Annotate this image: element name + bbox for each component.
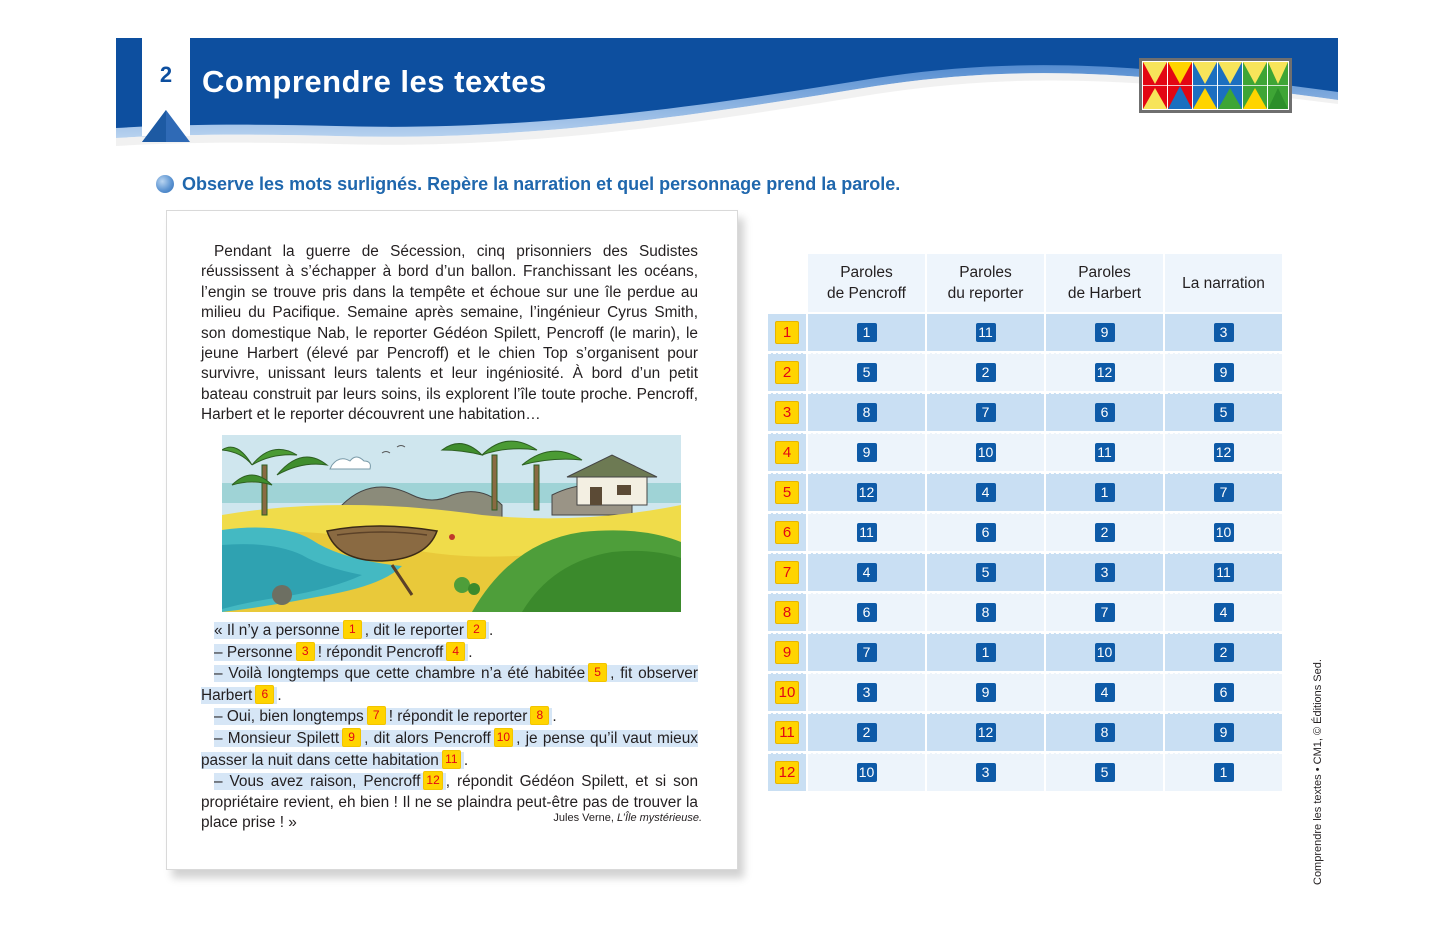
table-cell (1046, 513, 1163, 551)
row-number-tag: 10 (775, 681, 799, 704)
instruction-row (156, 172, 900, 196)
header-line: La narration (1182, 274, 1265, 292)
table-row (768, 553, 1282, 591)
cell-number-tag: 8 (1095, 723, 1115, 742)
table-row (768, 633, 1282, 671)
number-tag: 5 (588, 663, 607, 682)
table-cell (927, 353, 1044, 391)
header-line: de Pencroff (827, 285, 906, 302)
cell-number-tag: 7 (857, 643, 877, 662)
cell-number-tag: 2 (1095, 523, 1115, 542)
cell-number-tag: 1 (976, 643, 996, 662)
cell-number-tag: 9 (1214, 363, 1234, 382)
table-cell (927, 673, 1044, 711)
table-row (768, 314, 1282, 351)
table-cell (808, 593, 925, 631)
dialogue-segment: . (489, 622, 494, 639)
row-number-cell (768, 393, 806, 431)
dialogue-segment: « Il n’y a personne (214, 622, 340, 639)
table-cell (1046, 713, 1163, 751)
table-cell (1046, 753, 1163, 791)
cell-number-tag: 11 (1095, 443, 1115, 462)
number-tag: 12 (423, 771, 442, 790)
cell-number-tag: 2 (976, 363, 996, 382)
dialogue-line (201, 728, 698, 771)
cell-number-tag: 9 (1214, 723, 1234, 742)
cell-number-tag: 5 (1095, 763, 1115, 782)
table-cell (1046, 473, 1163, 511)
dialogue-segment: . (277, 686, 282, 704)
cell-number-tag: 7 (1095, 603, 1115, 622)
header-line: du reporter (947, 285, 1024, 302)
table-row (768, 393, 1282, 431)
table-cell (927, 513, 1044, 551)
cell-number-tag: 3 (976, 763, 996, 782)
page-title: Comprendre les textes (202, 64, 547, 99)
dialogue-segment: – Oui, bien longtemps (214, 708, 364, 726)
number-tag: 2 (467, 620, 486, 639)
attribution (420, 812, 702, 824)
dialogue-segment: ! répondit le reporter (388, 708, 528, 726)
dialogue-segment: , répondit Gédéon Spilett, et si son propriétaire revient, eh bien ! Il ne se plaindra peut-être pas de trouver la place prise ! » (201, 773, 699, 832)
answer-table (766, 252, 1284, 793)
cell-number-tag: 6 (1095, 403, 1115, 422)
intro-paragraph: Pendant la guerre de Sécession, cinq prisonniers des Sudistes réussissent à s’échapper à bord d’un ballon. Franchissant les océans, l’engin se trouve pris dans la tempête et échoue sur une île perdue au milieu du Pacifique. Semaine après semaine, l’ingénieur Cyrus Smith, son domestique Nab, le reporter Gédéon Spilett, Pencroff (le marin), le jeune Harbert (élevé par Pencroff) et le chien Top s’organisent pour survivre, unissant leurs talents et leur ingéniosité. À bord d’un petit bateau construit par leurs soins, ils explorent l’île toute proche. Pencroff, Harbert et le reporter découvrent une habitation… (201, 243, 698, 424)
table-row (768, 473, 1282, 511)
dialogue-line (201, 663, 698, 706)
row-number-tag: 3 (775, 401, 799, 424)
table-row (768, 433, 1282, 471)
table-cell (808, 753, 925, 791)
table-cell (927, 593, 1044, 631)
table-cell (1165, 753, 1282, 791)
row-number-cell (768, 593, 806, 631)
number-tag: 1 (343, 620, 362, 639)
dialogue-segment: . (463, 751, 469, 769)
header-line: Paroles (840, 264, 893, 281)
cell-number-tag: 6 (976, 523, 996, 542)
dialogue-line (201, 771, 698, 834)
row-number-tag: 5 (775, 481, 799, 504)
table-cell (808, 393, 925, 431)
cell-number-tag: 3 (1214, 323, 1234, 342)
table-cell (1165, 353, 1282, 391)
table-cell (1165, 314, 1282, 351)
table-corner (768, 254, 806, 312)
table-cell (808, 633, 925, 671)
dialogue-segment: – Personne (214, 643, 293, 661)
cell-number-tag: 9 (1095, 323, 1115, 342)
number-tag: 3 (296, 642, 315, 661)
work-title: L’Île mystérieuse. (617, 812, 702, 824)
cell-number-tag: 4 (1095, 683, 1115, 702)
row-number-cell (768, 673, 806, 711)
number-tag: 11 (442, 750, 461, 769)
table-cell (927, 393, 1044, 431)
number-tag: 8 (530, 706, 549, 725)
cell-number-tag: 4 (857, 563, 877, 582)
row-number-cell (768, 713, 806, 751)
dialogue-segment: – Vous avez raison, Pencroff (214, 773, 421, 791)
cell-number-tag: 12 (857, 483, 877, 502)
cell-number-tag: 10 (1214, 523, 1234, 542)
cell-number-tag: 4 (1214, 603, 1234, 622)
row-number-cell (768, 353, 806, 391)
author-name: Jules Verne, (553, 812, 618, 824)
dialogue-line (201, 620, 698, 642)
table-cell (1165, 633, 1282, 671)
cell-number-tag: 4 (976, 483, 996, 502)
number-tag: 6 (255, 685, 274, 704)
dialogue-segment: , je pense qu’il vaut mieux passer la nuit dans cette habitation (201, 729, 698, 769)
cell-number-tag: 2 (857, 723, 877, 742)
row-number-tag: 8 (775, 601, 799, 624)
table-cell (808, 473, 925, 511)
cell-number-tag: 12 (976, 723, 996, 742)
column-header-narration (1165, 254, 1282, 312)
dialogue-line (201, 642, 698, 664)
number-tag: 10 (494, 728, 513, 747)
header-line: Paroles (959, 264, 1012, 281)
bullet-icon (156, 175, 174, 193)
page-number: 2 (159, 62, 173, 87)
cell-number-tag: 9 (976, 683, 996, 702)
table-cell (1046, 673, 1163, 711)
table-cell (808, 433, 925, 471)
table-cell (1165, 393, 1282, 431)
table-cell (1165, 433, 1282, 471)
dialogue-segment: , dit alors Pencroff (364, 729, 491, 747)
table-cell (1165, 713, 1282, 751)
dialogue-segment: , dit le reporter (364, 622, 465, 639)
row-number-tag: 9 (775, 641, 799, 664)
header-line: de Harbert (1067, 285, 1142, 302)
table-cell (927, 314, 1044, 351)
table-cell (1165, 553, 1282, 591)
cell-number-tag: 6 (857, 603, 877, 622)
cell-number-tag: 1 (1095, 483, 1115, 502)
dialogue-segment: . (552, 708, 557, 726)
table-cell (808, 673, 925, 711)
row-number-tag: 4 (775, 441, 799, 464)
instruction-text: Observe les mots surlignés. Repère la narration et quel personnage prend la parole. (182, 173, 901, 194)
row-number-tag: 6 (775, 521, 799, 544)
table-row (768, 513, 1282, 551)
row-number-tag: 12 (775, 761, 799, 784)
dialogue-text (201, 620, 698, 834)
table-cell (1046, 393, 1163, 431)
row-number-tag: 1 (775, 321, 799, 344)
dialogue-line (201, 706, 698, 728)
table-cell (1165, 513, 1282, 551)
table-cell (808, 314, 925, 351)
cell-number-tag: 11 (857, 523, 877, 542)
table-cell (1046, 433, 1163, 471)
table-body (768, 314, 1282, 791)
cell-number-tag: 10 (857, 763, 877, 782)
column-header-pencroff (808, 254, 925, 312)
table-cell (1165, 473, 1282, 511)
cell-number-tag: 11 (1214, 563, 1234, 582)
cell-number-tag: 7 (1214, 483, 1234, 502)
table-cell (808, 353, 925, 391)
table-cell (1165, 593, 1282, 631)
table-cell (927, 473, 1044, 511)
table-row (768, 673, 1282, 711)
cell-number-tag: 10 (1095, 643, 1115, 662)
row-number-tag: 7 (775, 561, 799, 584)
table-cell (808, 553, 925, 591)
dialogue-segment: ! répondit Pencroff (317, 643, 444, 661)
cell-number-tag: 8 (857, 403, 877, 422)
table-row (768, 353, 1282, 391)
table-cell (927, 633, 1044, 671)
cell-number-tag: 1 (857, 323, 877, 342)
row-number-cell (768, 513, 806, 551)
dialogue-segment: – Monsieur Spilett (214, 729, 340, 747)
table-cell (1046, 314, 1163, 351)
row-number-cell (768, 633, 806, 671)
cell-number-tag: 10 (976, 443, 996, 462)
table-cell (927, 753, 1044, 791)
table-cell (1046, 633, 1163, 671)
number-tag: 7 (367, 706, 386, 725)
side-caption: Comprendre les textes • CM1, © Éditions Sed. (1312, 659, 1324, 885)
cell-number-tag: 12 (1095, 363, 1115, 382)
table-cell (927, 713, 1044, 751)
number-tag: 4 (446, 642, 465, 661)
row-number-cell (768, 553, 806, 591)
cell-number-tag: 6 (1214, 683, 1234, 702)
header-line: Paroles (1078, 264, 1131, 281)
table-cell (927, 433, 1044, 471)
cell-number-tag: 12 (1214, 443, 1234, 462)
column-header-reporter (927, 254, 1044, 312)
row-number-tag: 11 (775, 721, 799, 744)
table-row (768, 753, 1282, 791)
row-number-tag: 2 (775, 361, 799, 384)
row-number-cell (768, 473, 806, 511)
table-cell (808, 513, 925, 551)
cell-number-tag: 8 (976, 603, 996, 622)
table-cell (1046, 353, 1163, 391)
table-cell (1165, 673, 1282, 711)
cell-number-tag: 5 (976, 563, 996, 582)
cell-number-tag: 2 (1214, 643, 1234, 662)
column-header-harbert (1046, 254, 1163, 312)
table-cell (808, 713, 925, 751)
cell-number-tag: 7 (976, 403, 996, 422)
table-row (768, 713, 1282, 751)
cell-number-tag: 9 (857, 443, 877, 462)
cell-number-tag: 1 (1214, 763, 1234, 782)
island-illustration (222, 435, 681, 612)
table-cell (927, 553, 1044, 591)
cell-number-tag: 5 (857, 363, 877, 382)
colored-triangles-logo (1139, 58, 1292, 113)
row-number-cell (768, 314, 806, 351)
table-row (768, 593, 1282, 631)
cell-number-tag: 11 (976, 323, 996, 342)
row-number-cell (768, 753, 806, 791)
number-tag: 9 (342, 728, 361, 747)
table-cell (1046, 553, 1163, 591)
dialogue-segment: – Voilà longtemps que cette chambre n’a été habitée (214, 665, 586, 683)
cell-number-tag: 5 (1214, 403, 1234, 422)
cell-number-tag: 3 (1095, 563, 1115, 582)
table-header-row (768, 254, 1282, 312)
dialogue-segment: , fit observer Harbert (201, 665, 698, 704)
row-number-cell (768, 433, 806, 471)
cell-number-tag: 3 (857, 683, 877, 702)
table-cell (1046, 593, 1163, 631)
dialogue-segment: . (468, 643, 473, 661)
